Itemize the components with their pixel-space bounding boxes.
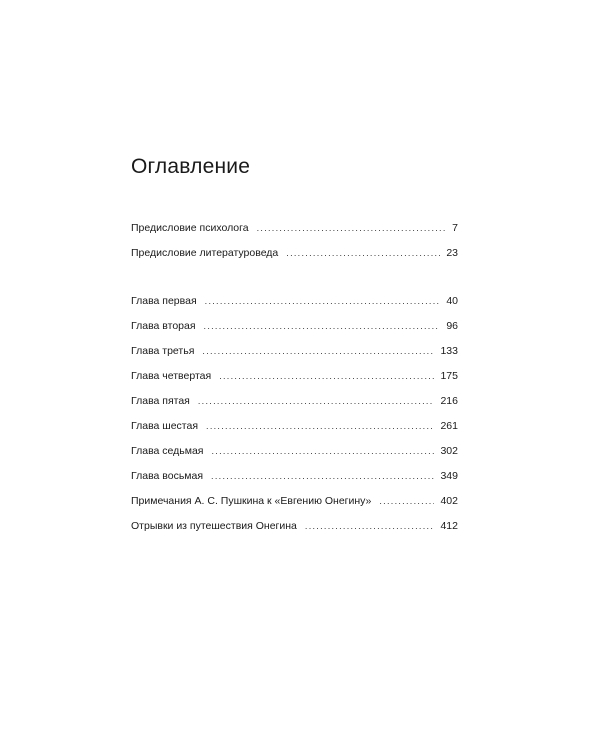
toc-entry-label: Предисловие литературоведа [131,247,279,259]
toc-leader-dots [257,220,447,236]
toc-entry[interactable] [131,220,458,245]
toc-entry-page: 23 [446,247,458,259]
toc-entry[interactable] [131,493,458,518]
toc-entry[interactable] [131,293,458,318]
toc-entry-label: Глава третья [131,345,195,357]
toc-entry-page: 402 [440,495,458,507]
toc-entry-page: 261 [440,420,458,432]
toc-leader-dots [379,493,434,509]
toc-entry-page: 349 [440,470,458,482]
toc-entry-page: 412 [440,520,458,532]
toc-entry-page: 7 [452,222,458,234]
toc-entry[interactable] [131,368,458,393]
toc-leader-dots [202,343,434,359]
toc-entry-label: Глава пятая [131,395,190,407]
toc-entry[interactable] [131,343,458,368]
toc-leader-dots [211,443,434,459]
toc-entry-label: Глава седьмая [131,445,204,457]
toc-entry[interactable] [131,518,458,543]
toc-entry-label: Глава первая [131,295,197,307]
toc-entry-page: 40 [446,295,458,307]
toc-leader-dots [286,245,440,261]
toc-entry-label: Глава вторая [131,320,196,332]
toc-leader-dots [205,293,441,309]
toc-entry-page: 302 [440,445,458,457]
page-title: Оглавление [131,155,251,178]
toc-prefaces-list [131,220,458,270]
toc-entry-label: Глава восьмая [131,470,204,482]
toc-chapters-list [131,293,458,543]
toc-leader-dots [219,368,434,384]
toc-leader-dots [198,393,435,409]
toc-entry-page: 96 [446,320,458,332]
toc-entry-page: 133 [440,345,458,357]
toc-entry[interactable] [131,418,458,443]
toc-entry-label: Глава четвертая [131,370,212,382]
toc-entry[interactable] [131,318,458,343]
toc-entry-label: Глава шестая [131,420,199,432]
toc-entry[interactable] [131,393,458,418]
toc-entry-page: 216 [440,395,458,407]
toc-entry[interactable] [131,468,458,493]
toc-entry-label: Отрывки из путешествия Онегина [131,520,297,532]
toc-entry[interactable] [131,245,458,270]
toc-leader-dots [211,468,434,484]
toc-leader-dots [204,318,441,334]
toc-entry-page: 175 [440,370,458,382]
toc-entry-label: Примечания А. С. Пушкина к «Евгению Онегину» [131,495,372,507]
toc-leader-dots [206,418,434,434]
toc-entry-label: Предисловие психолога [131,222,249,234]
toc-entry[interactable] [131,443,458,468]
toc-leader-dots [305,518,435,534]
